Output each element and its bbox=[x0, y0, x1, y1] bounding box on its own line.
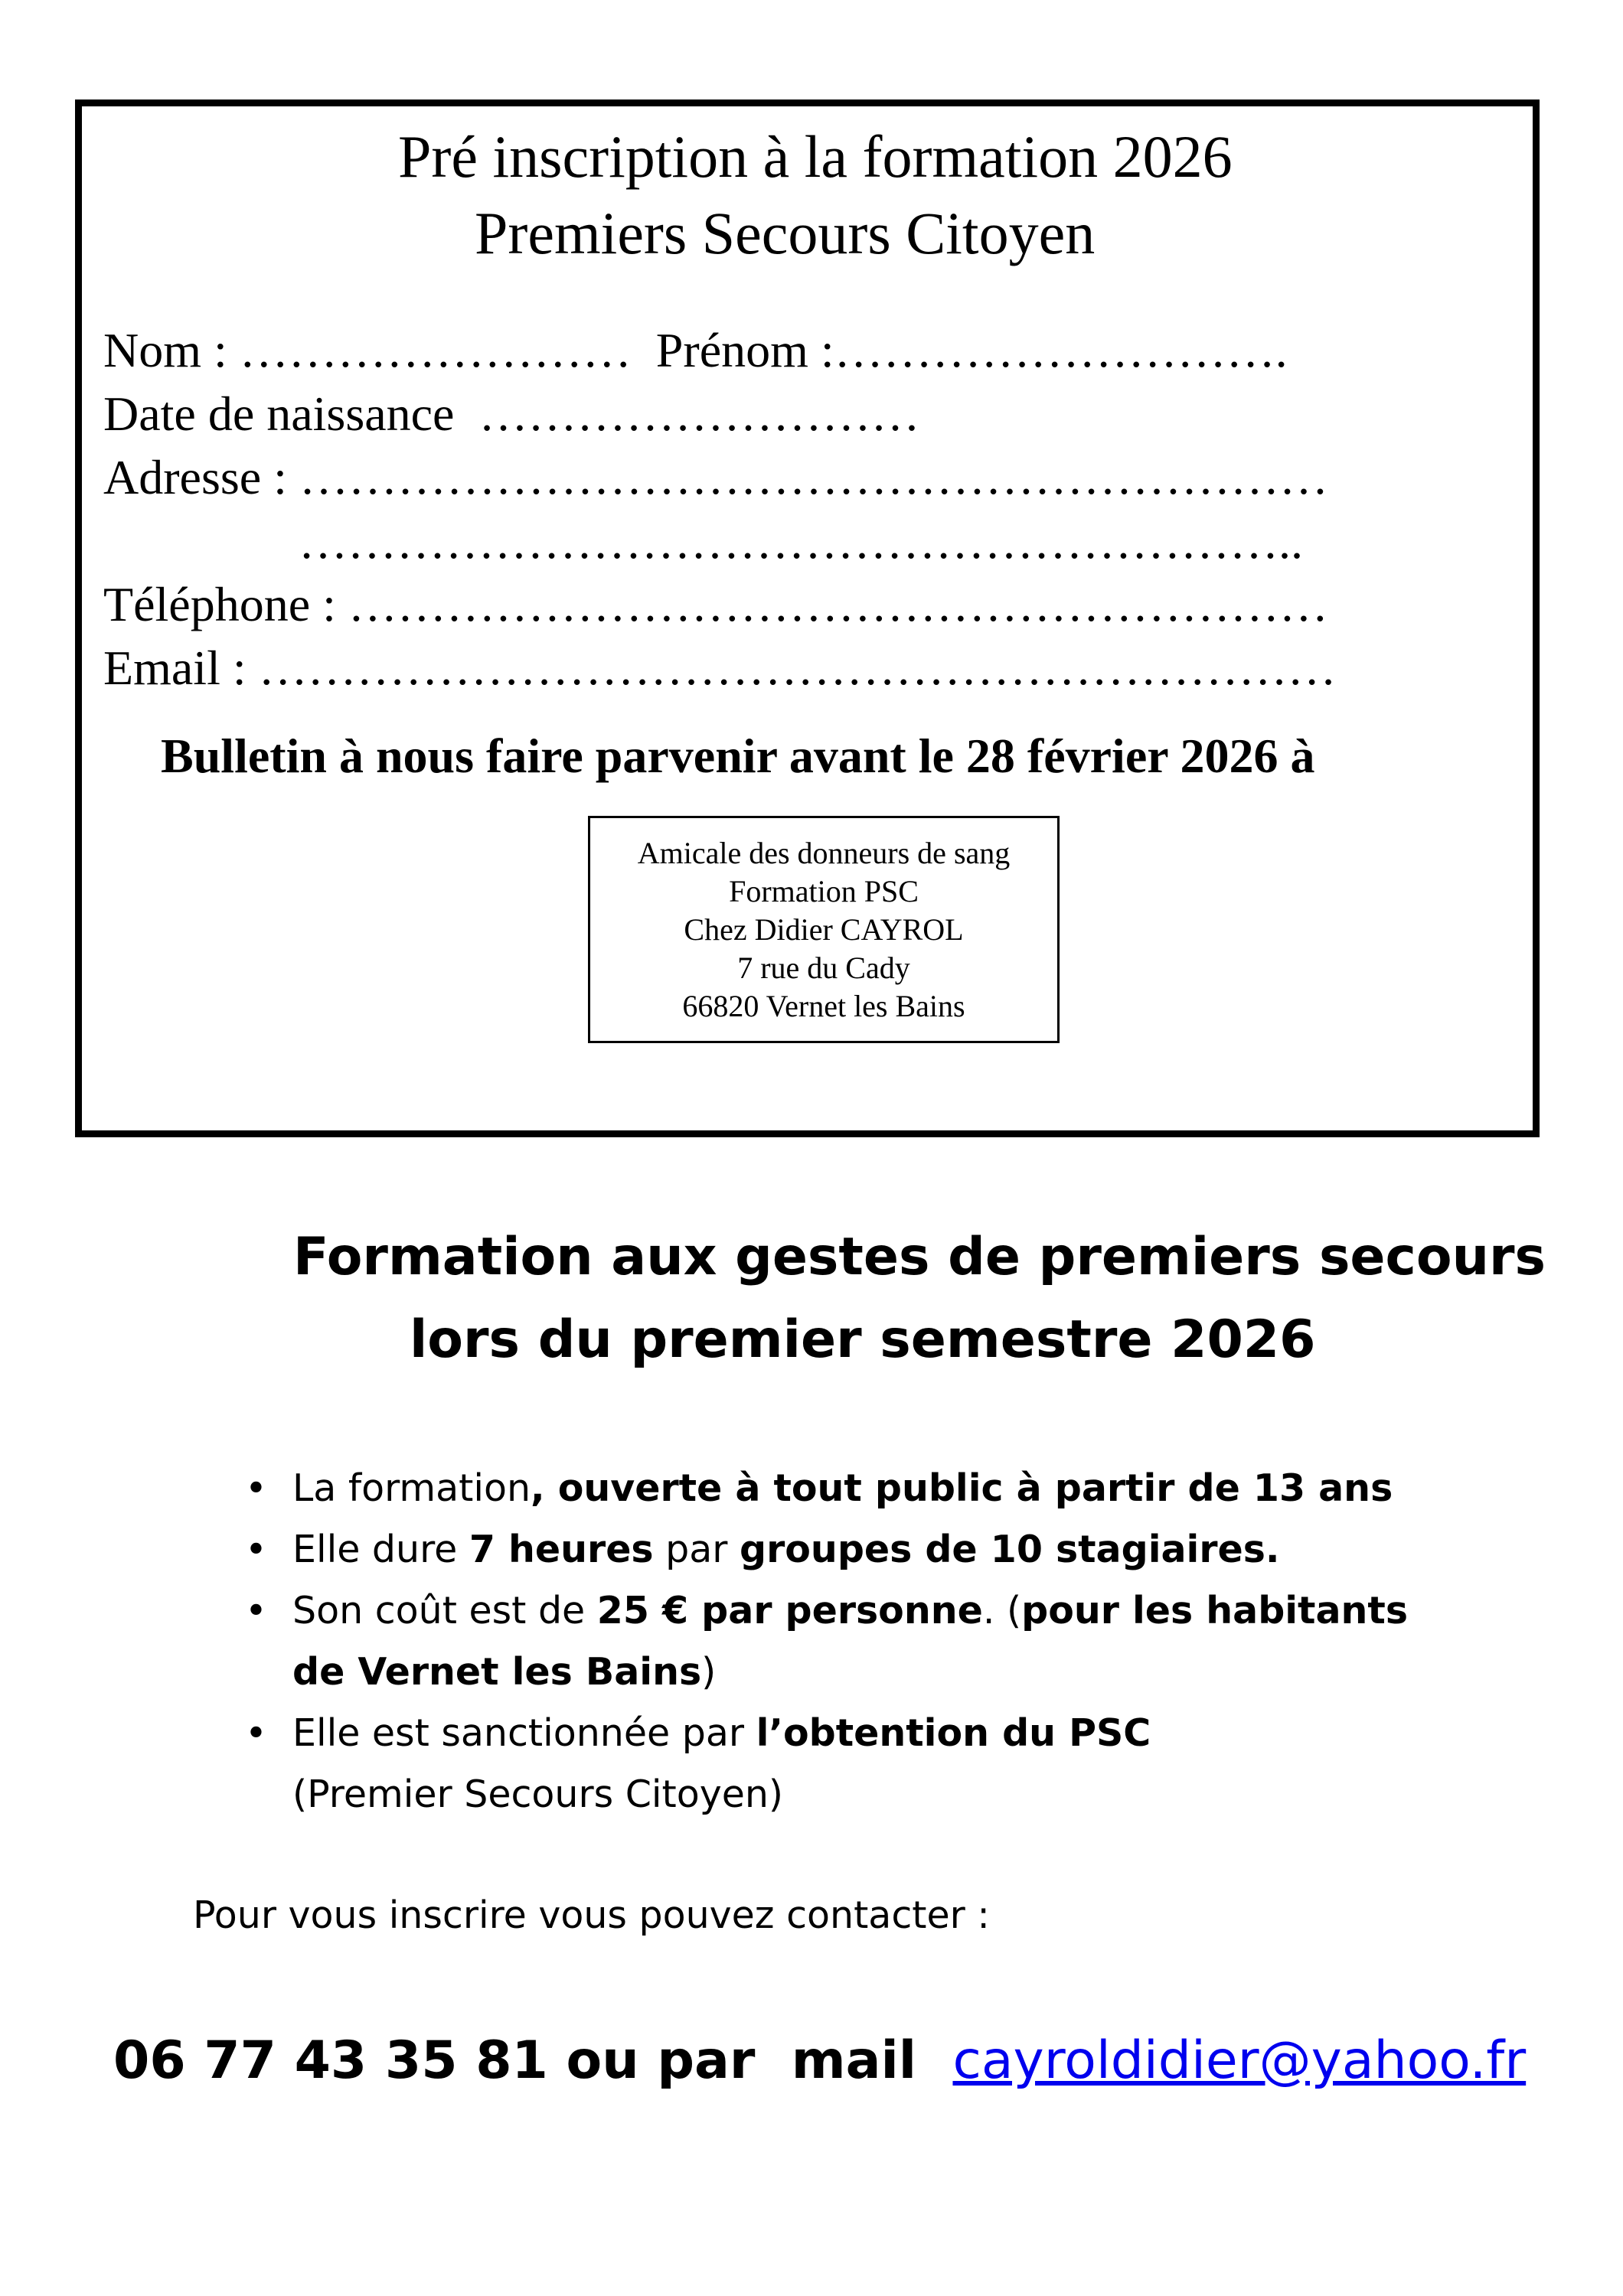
bullet-text-regular: . ( bbox=[982, 1589, 1022, 1632]
info-bullet-list bbox=[245, 1458, 1531, 1825]
address-line: Formation PSC bbox=[729, 873, 919, 908]
contact-intro: Pour vous inscrire vous pouvez contacter : bbox=[193, 1893, 990, 1937]
bullet-text-regular: par bbox=[653, 1528, 740, 1571]
bullet-icon: • bbox=[245, 1589, 267, 1632]
nom-prenom-gap bbox=[632, 323, 656, 377]
date-naissance-field[interactable]: Date de naissance ……………………… bbox=[103, 386, 920, 441]
adresse-field[interactable]: Adresse : ……………………………………………………… bbox=[103, 450, 1328, 504]
bullet-text-regular: Elle dure bbox=[292, 1528, 469, 1571]
bullet-item-cost bbox=[245, 1580, 1531, 1703]
bullet-text bbox=[292, 1519, 1531, 1580]
contact-line bbox=[113, 2028, 1526, 2094]
address-line: Chez Didier CAYROL bbox=[684, 912, 964, 947]
nom-prenom-row bbox=[103, 321, 1288, 380]
adresse-field-line-2[interactable]: …………………………………………………….. bbox=[299, 514, 1303, 569]
address-line: Amicale des donneurs de sang bbox=[637, 835, 1011, 870]
postal-address-box bbox=[588, 816, 1060, 1043]
bullet-icon: • bbox=[245, 1711, 267, 1755]
telephone-field[interactable]: Téléphone : …………………………………………………… bbox=[103, 577, 1328, 631]
bullet-text-regular: Son coût est de bbox=[292, 1589, 597, 1632]
bullet-item-duration bbox=[245, 1519, 1531, 1580]
bullet-text-bold: 25 € par personne bbox=[596, 1589, 983, 1632]
bullet-icon: • bbox=[245, 1528, 267, 1571]
bullet-text-regular: Elle est sanctionnée par bbox=[292, 1711, 756, 1755]
bullet-icon: • bbox=[245, 1466, 267, 1510]
phone-number: 06 77 43 35 81 ou par mail bbox=[113, 2030, 953, 2091]
info-heading-line-1: Formation aux gestes de premiers secours bbox=[293, 1227, 1546, 1287]
address-line: 7 rue du Cady bbox=[737, 950, 910, 985]
bullet-text-bold: groupes de 10 stagiaires. bbox=[740, 1528, 1280, 1571]
bullet-text-bold: l’obtention du PSC bbox=[756, 1711, 1151, 1755]
email-link[interactable]: cayroldidier@yahoo.fr bbox=[952, 2030, 1527, 2091]
bullet-text-bold: , ouverte à tout public à partir de 13 ans bbox=[531, 1466, 1393, 1510]
bullet-text-continued bbox=[292, 1642, 1531, 1703]
info-heading-line-2: lors du premier semestre 2026 bbox=[410, 1309, 1316, 1370]
bullet-item-certificate bbox=[245, 1703, 1531, 1825]
nom-field[interactable]: Nom : …………………… bbox=[103, 323, 632, 377]
form-title-line-1: Pré inscription à la formation 2026 bbox=[398, 123, 1233, 190]
email-field[interactable]: Email : ………………………………………………………… bbox=[103, 641, 1337, 695]
bullet-text bbox=[292, 1458, 1531, 1519]
deadline-notice: Bulletin à nous faire parvenir avant le 28 février 2026 à bbox=[161, 729, 1315, 783]
form-title-line-2: Premiers Secours Citoyen bbox=[475, 200, 1096, 266]
bullet-text bbox=[292, 1580, 1531, 1642]
bullet-text-bold: pour les habitants bbox=[1021, 1589, 1409, 1632]
bullet-text-bold: 7 heures bbox=[469, 1528, 654, 1571]
address-line: 66820 Vernet les Bains bbox=[682, 988, 965, 1023]
bullet-text-continued: (Premier Secours Citoyen) bbox=[292, 1773, 784, 1816]
bullet-text bbox=[292, 1703, 1531, 1764]
bullet-text-bold: de Vernet les Bains bbox=[292, 1650, 702, 1694]
prenom-field[interactable]: Prénom :………………………. bbox=[655, 323, 1288, 377]
bullet-text-regular: La formation bbox=[292, 1466, 531, 1510]
bullet-item-public bbox=[245, 1458, 1531, 1519]
bullet-text-regular: ) bbox=[701, 1650, 717, 1694]
